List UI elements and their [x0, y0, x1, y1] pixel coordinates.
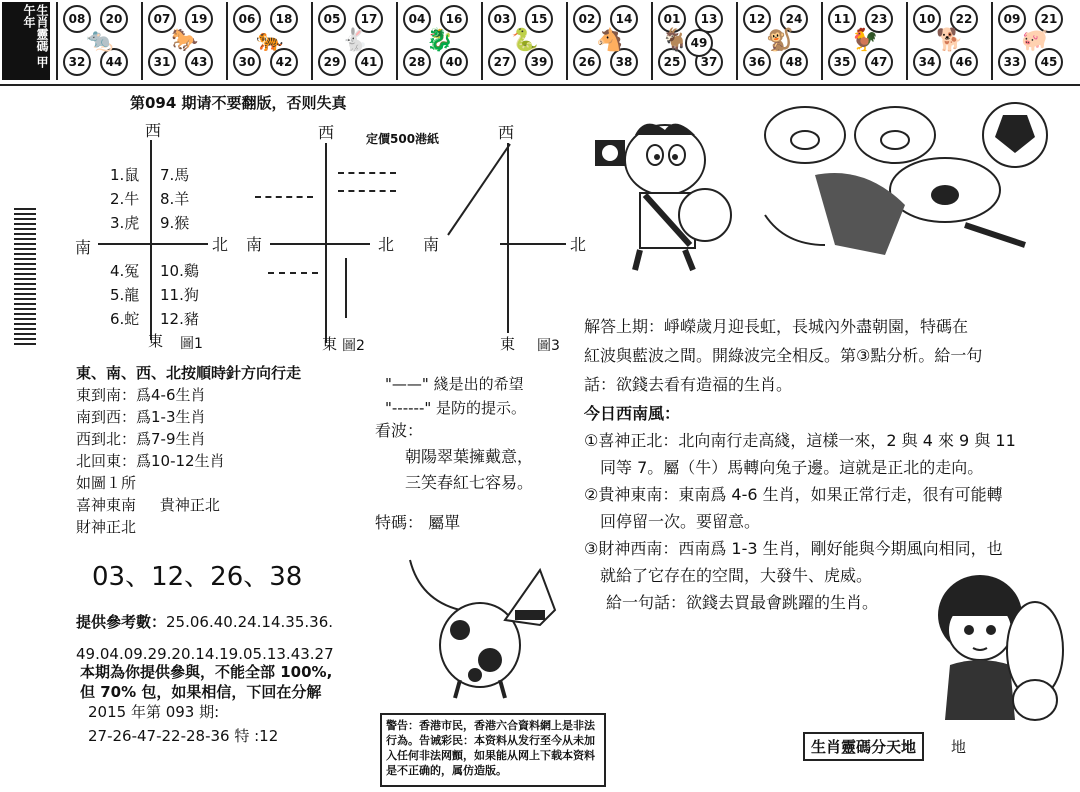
monkey-icon: 🐒 — [766, 28, 794, 53]
zodiac-cell — [396, 2, 472, 80]
zodiac-number: 26 — [573, 48, 601, 76]
fig3-west: 西 — [498, 123, 515, 142]
zodiac-number: 14 — [610, 5, 638, 33]
zodiac-number: 37 — [695, 48, 723, 76]
zodiac-number: 09 — [998, 5, 1026, 33]
rabbit-icon: 🐇 — [341, 28, 369, 53]
fig2-north: 北 — [378, 235, 395, 254]
tiger-icon: 🐅 — [256, 28, 284, 53]
stamp-tail: 地 — [951, 738, 967, 756]
fig3-caption: 圖3 — [537, 338, 560, 354]
zodiac-number: 33 — [998, 48, 1026, 76]
zodiac-number: 42 — [270, 48, 298, 76]
zodiac-number: 39 — [525, 48, 553, 76]
snake-icon: 🐍 — [511, 28, 539, 53]
rooster-icon: 🐓 — [851, 28, 879, 53]
zodiac-number: 19 — [185, 5, 213, 33]
zodiac-number: 11 — [828, 5, 856, 33]
zodiac-number: 31 — [148, 48, 176, 76]
zodiac-list-left: 1.鼠 2.牛 3.虎 4.冤 5.龍 6.蛇 — [110, 166, 140, 328]
zodiac-number: 25 — [658, 48, 686, 76]
fig1-west: 西 — [145, 121, 162, 140]
picked-numbers: 03、12、26、38 — [92, 562, 303, 592]
zodiac-number: 07 — [148, 5, 176, 33]
zodiac-number: 36 — [743, 48, 771, 76]
zodiac-number: 47 — [865, 48, 893, 76]
issue-note: 第094 期请不要翻版，否则失真 — [130, 94, 347, 112]
fig3-east: 東 — [500, 335, 516, 353]
horse-icon: 🐴 — [596, 28, 624, 53]
zodiac-number: 02 — [573, 5, 601, 33]
zodiac-number: 46 — [950, 48, 978, 76]
fig1-east: 東 — [148, 332, 164, 350]
zodiac-cell — [56, 2, 132, 80]
zodiac-number: 20 — [100, 5, 128, 33]
zodiac-number: 23 — [865, 5, 893, 33]
zodiac-number: 43 — [185, 48, 213, 76]
fig2-caption: 圖2 — [342, 338, 365, 354]
pigs-soccer-cartoon-icon — [745, 95, 1065, 270]
zodiac-number: 34 — [913, 48, 941, 76]
zodiac-number: 01 — [658, 5, 686, 33]
zodiac-number: 18 — [270, 5, 298, 33]
zodiac-number: 28 — [403, 48, 431, 76]
zodiac-number: 12 — [743, 5, 771, 33]
special-code: 特碼： 屬單 — [375, 513, 461, 532]
zodiac-cell — [481, 2, 557, 80]
zodiac-cell — [141, 2, 217, 80]
dog-icon: 🐕 — [936, 28, 964, 53]
fig2-west: 西 — [318, 123, 335, 142]
price-label: 定價500港紙 — [366, 132, 440, 146]
zodiac-cell — [991, 2, 1067, 80]
horse-icon: 🐎 — [171, 28, 199, 53]
zodiac-cell — [821, 2, 897, 80]
zodiac-number: 04 — [403, 5, 431, 33]
zodiac-number: 45 — [1035, 48, 1063, 76]
fig3-south: 南 — [423, 235, 440, 254]
answer-panel: 解答上期：崢嶸歲月迎長虹，長城內外盡朝園，特碼在 紅波與藍波之間。開綠波完全相反。第③點分析。給一句 話：欲錢去看有造福的生肖。 — [584, 317, 983, 394]
zodiac-cell — [736, 2, 812, 80]
zodiac-number: 35 — [828, 48, 856, 76]
side-barcode — [14, 208, 36, 348]
zodiac-number: 30 — [233, 48, 261, 76]
fig2-east: 東 — [322, 335, 338, 353]
fig1-north: 北 — [212, 235, 229, 254]
zodiac-cell — [226, 2, 302, 80]
brand-logo: 生肖靈碼 甲午年 — [2, 2, 50, 80]
warning-box: 警告：香港市民，香港六合資料網上是非法行為。告诫彩民：本资料从发行至今从未加入任何非法网顫，如果能从网上下载本资料是不正确的，属仿造版。 — [380, 713, 606, 787]
zodiac-list-right: 7.馬 8.羊 9.猴 10.鷄 11.狗 12.豬 — [160, 166, 199, 328]
zodiac-number: 21 — [1035, 5, 1063, 33]
zodiac-number: 13 — [695, 5, 723, 33]
dragon-icon: 🐉 — [426, 28, 454, 53]
zodiac-number: 17 — [355, 5, 383, 33]
goat-icon: 🐐 — [661, 28, 689, 53]
zodiac-number: 22 — [950, 5, 978, 33]
line-legend: "——" 綫是出的希望 "------" 是防的提示。 — [385, 375, 527, 417]
zodiac-number: 15 — [525, 5, 553, 33]
zodiac-number: 08 — [63, 5, 91, 33]
zodiac-number: 49 — [685, 29, 713, 57]
zodiac-number: 44 — [100, 48, 128, 76]
fig2-south: 南 — [246, 235, 263, 254]
zodiac-number: 05 — [318, 5, 346, 33]
zodiac-number: 29 — [318, 48, 346, 76]
zodiac-number: 32 — [63, 48, 91, 76]
zodiac-cell — [311, 2, 387, 80]
stamp-box: 生肖靈碼分天地 — [803, 732, 924, 761]
zodiac-number: 10 — [913, 5, 941, 33]
fig1-caption: 圖1 — [180, 336, 203, 352]
zodiac-number: 48 — [780, 48, 808, 76]
pig-icon: 🐖 — [1021, 28, 1049, 53]
today-analysis: 今日西南風： ①喜神正北：北向南行走高綫，這樣一來，2 與 4 來 9 與 11 同等 7。屬（牛）馬轉向兔子邊。這就是正北的走向。 ②貴神東南：東南爲 4-6 生肖，如果正常行走，很有可能轉 回停留一次。要留意。 ③財神西南：西南爲 1-3 生肖，剛好能與今期風向相同，也 就給了它存在的空間，大發牛、虎威。 給一句話：欲錢去買最會跳躍的生肖。 — [584, 404, 1016, 612]
fig1-south: 南 — [75, 238, 92, 257]
zodiac-number: 40 — [440, 48, 468, 76]
zodiac-number: 38 — [610, 48, 638, 76]
zodiac-cell — [566, 2, 642, 80]
zodiac-number: 27 — [488, 48, 516, 76]
dog-cartoon-icon — [400, 550, 580, 700]
zodiac-number: 16 — [440, 5, 468, 33]
zodiac-cell — [651, 2, 727, 80]
zodiac-cell — [906, 2, 982, 80]
zodiac-number: 06 — [233, 5, 261, 33]
direction-rules: 東、南、西、北按順時針方向行走 東到南：爲4-6生肖 南到西：爲1-3生肖 西到北：爲7-9生肖 北回東：爲10-12生肖 如圖１所 喜神東南 貴神正北 財神正北 — [76, 364, 302, 536]
fig3-diagonal-line — [440, 140, 520, 240]
zodiac-number: 41 — [355, 48, 383, 76]
reference-numbers: 提供參考數：25.06.40.24.14.35.36. 49.04.09.29.20.14.19.05.13.43.27 — [76, 613, 334, 663]
cow-cartoon-icon — [585, 105, 735, 275]
zodiac-number: 03 — [488, 5, 516, 33]
fig3-north: 北 — [570, 235, 587, 254]
poem: 看波： 朝陽翠葉擁戴意， 三笑春紅七容易。 — [375, 421, 534, 492]
rat-icon: 🐀 — [86, 28, 114, 53]
zodiac-number: 24 — [780, 5, 808, 33]
promise-text: 本期為你提供參與，不能全部 100%, 但 70% 包，如果相信，下回在分解 2015 年第 093 期: 27-26-47-22-28-36 特 :12 — [80, 663, 333, 745]
zodiac-strip — [0, 0, 1080, 86]
